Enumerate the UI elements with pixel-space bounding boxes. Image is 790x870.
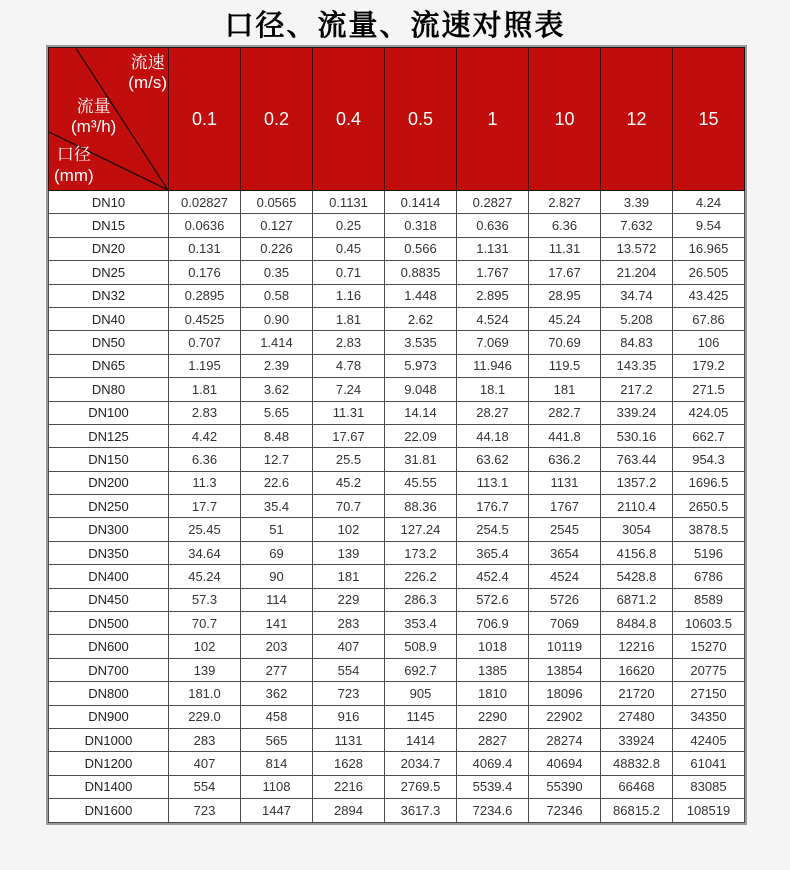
flow-value-cell: 203 <box>241 635 313 658</box>
velocity-column-header: 0.2 <box>241 48 313 191</box>
flow-value-cell: 1145 <box>385 705 457 728</box>
flow-value-cell: 55390 <box>529 775 601 798</box>
flow-value-cell: 1131 <box>529 471 601 494</box>
flow-value-cell: 70.69 <box>529 331 601 354</box>
flow-value-cell: 0.226 <box>241 237 313 260</box>
flow-value-cell: 362 <box>241 682 313 705</box>
velocity-column-header: 1 <box>457 48 529 191</box>
diameter-cell: DN1600 <box>49 799 169 822</box>
diameter-cell: DN80 <box>49 378 169 401</box>
flow-value-cell: 5539.4 <box>457 775 529 798</box>
flow-value-cell: 5.65 <box>241 401 313 424</box>
flow-value-cell: 12.7 <box>241 448 313 471</box>
diameter-cell: DN50 <box>49 331 169 354</box>
flow-value-cell: 286.3 <box>385 588 457 611</box>
flow-value-cell: 0.566 <box>385 237 457 260</box>
flow-value-cell: 1.131 <box>457 237 529 260</box>
table-row <box>49 214 745 237</box>
velocity-column-header: 0.4 <box>313 48 385 191</box>
flow-value-cell: 45.24 <box>529 307 601 330</box>
flow-value-cell: 173.2 <box>385 541 457 564</box>
flow-value-cell: 282.7 <box>529 401 601 424</box>
flow-value-cell: 45.55 <box>385 471 457 494</box>
diameter-cell: DN450 <box>49 588 169 611</box>
flow-value-cell: 636.2 <box>529 448 601 471</box>
flow-value-cell: 229.0 <box>169 705 241 728</box>
table-row <box>49 775 745 798</box>
flow-value-cell: 72346 <box>529 799 601 822</box>
flow-value-cell: 0.58 <box>241 284 313 307</box>
flow-value-cell: 2.827 <box>529 191 601 214</box>
flow-value-cell: 2.39 <box>241 354 313 377</box>
flow-value-cell: 8589 <box>673 588 745 611</box>
flow-value-cell: 28274 <box>529 728 601 751</box>
table-row <box>49 261 745 284</box>
flow-value-cell: 44.18 <box>457 424 529 447</box>
flow-value-cell: 283 <box>169 728 241 751</box>
flow-value-cell: 424.05 <box>673 401 745 424</box>
flow-value-cell: 4.42 <box>169 424 241 447</box>
flow-value-cell: 114 <box>241 588 313 611</box>
diameter-cell: DN500 <box>49 612 169 635</box>
flow-value-cell: 814 <box>241 752 313 775</box>
flow-value-cell: 3654 <box>529 541 601 564</box>
flow-value-cell: 4156.8 <box>601 541 673 564</box>
flow-value-cell: 0.176 <box>169 261 241 284</box>
flow-unit-text: (m³/h) <box>71 117 117 137</box>
flow-value-cell: 3.62 <box>241 378 313 401</box>
corner-diagonal-box <box>49 48 168 190</box>
flow-value-cell: 34350 <box>673 705 745 728</box>
corner-velocity-label <box>128 53 167 94</box>
flow-value-cell: 1.16 <box>313 284 385 307</box>
flow-value-cell: 692.7 <box>385 658 457 681</box>
flow-value-cell: 6.36 <box>529 214 601 237</box>
flow-value-cell: 70.7 <box>169 612 241 635</box>
table-row <box>49 682 745 705</box>
flow-value-cell: 28.95 <box>529 284 601 307</box>
flow-value-cell: 0.25 <box>313 214 385 237</box>
velocity-column-header: 15 <box>673 48 745 191</box>
flow-value-cell: 113.1 <box>457 471 529 494</box>
flow-value-cell: 5428.8 <box>601 565 673 588</box>
table-row <box>49 799 745 822</box>
flow-value-cell: 48832.8 <box>601 752 673 775</box>
flow-value-cell: 67.86 <box>673 307 745 330</box>
flow-value-cell: 21720 <box>601 682 673 705</box>
flow-value-cell: 51 <box>241 518 313 541</box>
diameter-cell: DN15 <box>49 214 169 237</box>
flow-value-cell: 102 <box>313 518 385 541</box>
flow-value-cell: 70.7 <box>313 495 385 518</box>
comparison-table-container <box>46 45 747 825</box>
flow-value-cell: 16.965 <box>673 237 745 260</box>
diameter-cell: DN1400 <box>49 775 169 798</box>
flow-value-cell: 6.36 <box>169 448 241 471</box>
flow-value-cell: 5.208 <box>601 307 673 330</box>
flow-value-cell: 3.39 <box>601 191 673 214</box>
diameter-cell: DN20 <box>49 237 169 260</box>
table-body <box>49 191 745 823</box>
table-row <box>49 658 745 681</box>
flow-value-cell: 90 <box>241 565 313 588</box>
flow-value-cell: 2.895 <box>457 284 529 307</box>
flow-value-cell: 662.7 <box>673 424 745 447</box>
table-row <box>49 237 745 260</box>
flow-value-cell: 181 <box>529 378 601 401</box>
corner-diameter-label <box>54 145 94 186</box>
flow-value-cell: 1108 <box>241 775 313 798</box>
flow-label-text: 流量 <box>76 97 111 116</box>
flow-value-cell: 22.09 <box>385 424 457 447</box>
flow-value-cell: 283 <box>313 612 385 635</box>
flow-value-cell: 57.3 <box>169 588 241 611</box>
flow-value-cell: 4.78 <box>313 354 385 377</box>
flow-value-cell: 3878.5 <box>673 518 745 541</box>
flow-value-cell: 441.8 <box>529 424 601 447</box>
flow-value-cell: 1018 <box>457 635 529 658</box>
flow-value-cell: 176.7 <box>457 495 529 518</box>
flow-value-cell: 0.318 <box>385 214 457 237</box>
diameter-cell: DN1000 <box>49 728 169 751</box>
table-row <box>49 541 745 564</box>
flow-value-cell: 102 <box>169 635 241 658</box>
flow-value-cell: 13854 <box>529 658 601 681</box>
flow-value-cell: 106 <box>673 331 745 354</box>
flow-value-cell: 1385 <box>457 658 529 681</box>
flow-value-cell: 0.707 <box>169 331 241 354</box>
table-row <box>49 705 745 728</box>
flow-value-cell: 706.9 <box>457 612 529 635</box>
flow-value-cell: 1767 <box>529 495 601 518</box>
flow-value-cell: 1357.2 <box>601 471 673 494</box>
flow-value-cell: 3.535 <box>385 331 457 354</box>
table-row <box>49 518 745 541</box>
flow-value-cell: 217.2 <box>601 378 673 401</box>
flow-value-cell: 7069 <box>529 612 601 635</box>
page-title: 口径、流量、流速对照表 <box>224 10 566 42</box>
flow-value-cell: 0.127 <box>241 214 313 237</box>
diameter-cell: DN40 <box>49 307 169 330</box>
table-row <box>49 471 745 494</box>
flow-value-cell: 226.2 <box>385 565 457 588</box>
flow-value-cell: 7.069 <box>457 331 529 354</box>
flow-value-cell: 8.48 <box>241 424 313 447</box>
flow-value-cell: 365.4 <box>457 541 529 564</box>
flow-value-cell: 353.4 <box>385 612 457 635</box>
diameter-cell: DN150 <box>49 448 169 471</box>
flow-value-cell: 5.973 <box>385 354 457 377</box>
diameter-cell: DN25 <box>49 261 169 284</box>
flow-value-cell: 9.048 <box>385 378 457 401</box>
flow-value-cell: 0.8835 <box>385 261 457 284</box>
flow-value-cell: 0.0636 <box>169 214 241 237</box>
table-row <box>49 728 745 751</box>
flow-value-cell: 905 <box>385 682 457 705</box>
flow-value-cell: 0.4525 <box>169 307 241 330</box>
flow-value-cell: 2769.5 <box>385 775 457 798</box>
flow-value-cell: 179.2 <box>673 354 745 377</box>
flow-value-cell: 763.44 <box>601 448 673 471</box>
diameter-cell: DN32 <box>49 284 169 307</box>
diameter-cell: DN900 <box>49 705 169 728</box>
velocity-label-text: 流速 <box>130 53 165 72</box>
flow-value-cell: 45.2 <box>313 471 385 494</box>
flow-value-cell: 34.64 <box>169 541 241 564</box>
flow-value-cell: 4.524 <box>457 307 529 330</box>
flow-value-cell: 28.27 <box>457 401 529 424</box>
velocity-column-header: 0.1 <box>169 48 241 191</box>
flow-value-cell: 3054 <box>601 518 673 541</box>
flow-value-cell: 10603.5 <box>673 612 745 635</box>
diameter-cell: DN800 <box>49 682 169 705</box>
velocity-column-header: 10 <box>529 48 601 191</box>
velocity-unit-text: (m/s) <box>128 73 167 93</box>
flow-value-cell: 0.1131 <box>313 191 385 214</box>
diameter-cell: DN700 <box>49 658 169 681</box>
flow-value-cell: 2650.5 <box>673 495 745 518</box>
flow-comparison-table <box>48 47 745 823</box>
flow-value-cell: 63.62 <box>457 448 529 471</box>
flow-value-cell: 1.414 <box>241 331 313 354</box>
flow-value-cell: 7.24 <box>313 378 385 401</box>
flow-value-cell: 139 <box>313 541 385 564</box>
diameter-cell: DN200 <box>49 471 169 494</box>
flow-value-cell: 0.45 <box>313 237 385 260</box>
diameter-cell: DN1200 <box>49 752 169 775</box>
flow-value-cell: 40694 <box>529 752 601 775</box>
flow-value-cell: 4524 <box>529 565 601 588</box>
flow-value-cell: 42405 <box>673 728 745 751</box>
diameter-cell: DN10 <box>49 191 169 214</box>
flow-value-cell: 723 <box>313 682 385 705</box>
table-row <box>49 378 745 401</box>
flow-value-cell: 2894 <box>313 799 385 822</box>
flow-value-cell: 9.54 <box>673 214 745 237</box>
flow-value-cell: 452.4 <box>457 565 529 588</box>
flow-value-cell: 565 <box>241 728 313 751</box>
flow-value-cell: 2216 <box>313 775 385 798</box>
flow-value-cell: 508.9 <box>385 635 457 658</box>
flow-value-cell: 18096 <box>529 682 601 705</box>
diameter-cell: DN250 <box>49 495 169 518</box>
flow-value-cell: 35.4 <box>241 495 313 518</box>
flow-value-cell: 43.425 <box>673 284 745 307</box>
flow-value-cell: 3617.3 <box>385 799 457 822</box>
table-row <box>49 565 745 588</box>
diameter-cell: DN350 <box>49 541 169 564</box>
flow-value-cell: 2.83 <box>169 401 241 424</box>
flow-value-cell: 66468 <box>601 775 673 798</box>
flow-value-cell: 2034.7 <box>385 752 457 775</box>
flow-value-cell: 277 <box>241 658 313 681</box>
flow-value-cell: 139 <box>169 658 241 681</box>
flow-value-cell: 27150 <box>673 682 745 705</box>
flow-value-cell: 22902 <box>529 705 601 728</box>
flow-value-cell: 17.7 <box>169 495 241 518</box>
flow-value-cell: 181.0 <box>169 682 241 705</box>
flow-value-cell: 34.74 <box>601 284 673 307</box>
flow-value-cell: 1810 <box>457 682 529 705</box>
flow-value-cell: 17.67 <box>529 261 601 284</box>
flow-value-cell: 554 <box>169 775 241 798</box>
flow-value-cell: 10119 <box>529 635 601 658</box>
flow-value-cell: 108519 <box>673 799 745 822</box>
table-row <box>49 612 745 635</box>
flow-value-cell: 0.71 <box>313 261 385 284</box>
table-row <box>49 495 745 518</box>
table-row <box>49 635 745 658</box>
flow-value-cell: 11.31 <box>313 401 385 424</box>
table-row <box>49 354 745 377</box>
flow-value-cell: 18.1 <box>457 378 529 401</box>
flow-value-cell: 1131 <box>313 728 385 751</box>
flow-value-cell: 1628 <box>313 752 385 775</box>
flow-value-cell: 61041 <box>673 752 745 775</box>
table-row <box>49 401 745 424</box>
flow-value-cell: 127.24 <box>385 518 457 541</box>
flow-value-cell: 407 <box>313 635 385 658</box>
flow-value-cell: 11.3 <box>169 471 241 494</box>
flow-value-cell: 17.67 <box>313 424 385 447</box>
flow-value-cell: 916 <box>313 705 385 728</box>
diameter-cell: DN300 <box>49 518 169 541</box>
flow-value-cell: 1.81 <box>169 378 241 401</box>
flow-value-cell: 0.35 <box>241 261 313 284</box>
flow-value-cell: 119.5 <box>529 354 601 377</box>
flow-value-cell: 12216 <box>601 635 673 658</box>
flow-value-cell: 6871.2 <box>601 588 673 611</box>
flow-value-cell: 1.448 <box>385 284 457 307</box>
flow-value-cell: 33924 <box>601 728 673 751</box>
flow-value-cell: 254.5 <box>457 518 529 541</box>
flow-value-cell: 954.3 <box>673 448 745 471</box>
flow-value-cell: 530.16 <box>601 424 673 447</box>
header-row <box>49 48 745 191</box>
flow-value-cell: 5196 <box>673 541 745 564</box>
flow-value-cell: 458 <box>241 705 313 728</box>
table-row <box>49 752 745 775</box>
flow-value-cell: 88.36 <box>385 495 457 518</box>
flow-value-cell: 554 <box>313 658 385 681</box>
flow-value-cell: 14.14 <box>385 401 457 424</box>
table-row <box>49 588 745 611</box>
flow-value-cell: 2.62 <box>385 307 457 330</box>
flow-value-cell: 1414 <box>385 728 457 751</box>
flow-value-cell: 2827 <box>457 728 529 751</box>
flow-value-cell: 7.632 <box>601 214 673 237</box>
flow-value-cell: 1.81 <box>313 307 385 330</box>
table-row <box>49 284 745 307</box>
flow-value-cell: 0.02827 <box>169 191 241 214</box>
diameter-unit-text: (mm) <box>54 165 94 185</box>
diameter-cell: DN600 <box>49 635 169 658</box>
flow-value-cell: 4069.4 <box>457 752 529 775</box>
flow-value-cell: 1696.5 <box>673 471 745 494</box>
flow-value-cell: 20775 <box>673 658 745 681</box>
diameter-cell: DN100 <box>49 401 169 424</box>
table-row <box>49 307 745 330</box>
table-row <box>49 424 745 447</box>
flow-value-cell: 0.90 <box>241 307 313 330</box>
flow-value-cell: 22.6 <box>241 471 313 494</box>
flow-value-cell: 1447 <box>241 799 313 822</box>
flow-value-cell: 1.195 <box>169 354 241 377</box>
corner-flow-label <box>71 97 116 138</box>
flow-value-cell: 723 <box>169 799 241 822</box>
flow-value-cell: 25.5 <box>313 448 385 471</box>
flow-value-cell: 0.2827 <box>457 191 529 214</box>
corner-header-cell <box>49 48 169 191</box>
flow-value-cell: 271.5 <box>673 378 745 401</box>
diameter-label-text: 口径 <box>56 145 91 165</box>
flow-value-cell: 13.572 <box>601 237 673 260</box>
flow-value-cell: 86815.2 <box>601 799 673 822</box>
diameter-cell: DN400 <box>49 565 169 588</box>
flow-value-cell: 572.6 <box>457 588 529 611</box>
flow-value-cell: 1.767 <box>457 261 529 284</box>
flow-value-cell: 31.81 <box>385 448 457 471</box>
flow-value-cell: 11.946 <box>457 354 529 377</box>
flow-value-cell: 25.45 <box>169 518 241 541</box>
flow-value-cell: 15270 <box>673 635 745 658</box>
flow-value-cell: 83085 <box>673 775 745 798</box>
flow-value-cell: 5726 <box>529 588 601 611</box>
flow-value-cell: 141 <box>241 612 313 635</box>
flow-value-cell: 21.204 <box>601 261 673 284</box>
flow-value-cell: 7234.6 <box>457 799 529 822</box>
flow-value-cell: 407 <box>169 752 241 775</box>
flow-value-cell: 26.505 <box>673 261 745 284</box>
table-row <box>49 448 745 471</box>
flow-value-cell: 45.24 <box>169 565 241 588</box>
flow-value-cell: 16620 <box>601 658 673 681</box>
flow-value-cell: 143.35 <box>601 354 673 377</box>
diameter-cell: DN65 <box>49 354 169 377</box>
flow-value-cell: 4.24 <box>673 191 745 214</box>
flow-value-cell: 0.636 <box>457 214 529 237</box>
flow-value-cell: 2.83 <box>313 331 385 354</box>
flow-value-cell: 339.24 <box>601 401 673 424</box>
velocity-column-header: 12 <box>601 48 673 191</box>
flow-value-cell: 69 <box>241 541 313 564</box>
flow-value-cell: 0.2895 <box>169 284 241 307</box>
table-row <box>49 191 745 214</box>
flow-value-cell: 2110.4 <box>601 495 673 518</box>
flow-value-cell: 0.0565 <box>241 191 313 214</box>
flow-value-cell: 6786 <box>673 565 745 588</box>
flow-value-cell: 11.31 <box>529 237 601 260</box>
flow-value-cell: 27480 <box>601 705 673 728</box>
flow-value-cell: 181 <box>313 565 385 588</box>
flow-value-cell: 0.131 <box>169 237 241 260</box>
flow-value-cell: 229 <box>313 588 385 611</box>
flow-value-cell: 0.1414 <box>385 191 457 214</box>
velocity-column-header: 0.5 <box>385 48 457 191</box>
flow-value-cell: 84.83 <box>601 331 673 354</box>
flow-value-cell: 8484.8 <box>601 612 673 635</box>
diameter-cell: DN125 <box>49 424 169 447</box>
flow-value-cell: 2545 <box>529 518 601 541</box>
table-row <box>49 331 745 354</box>
flow-value-cell: 2290 <box>457 705 529 728</box>
